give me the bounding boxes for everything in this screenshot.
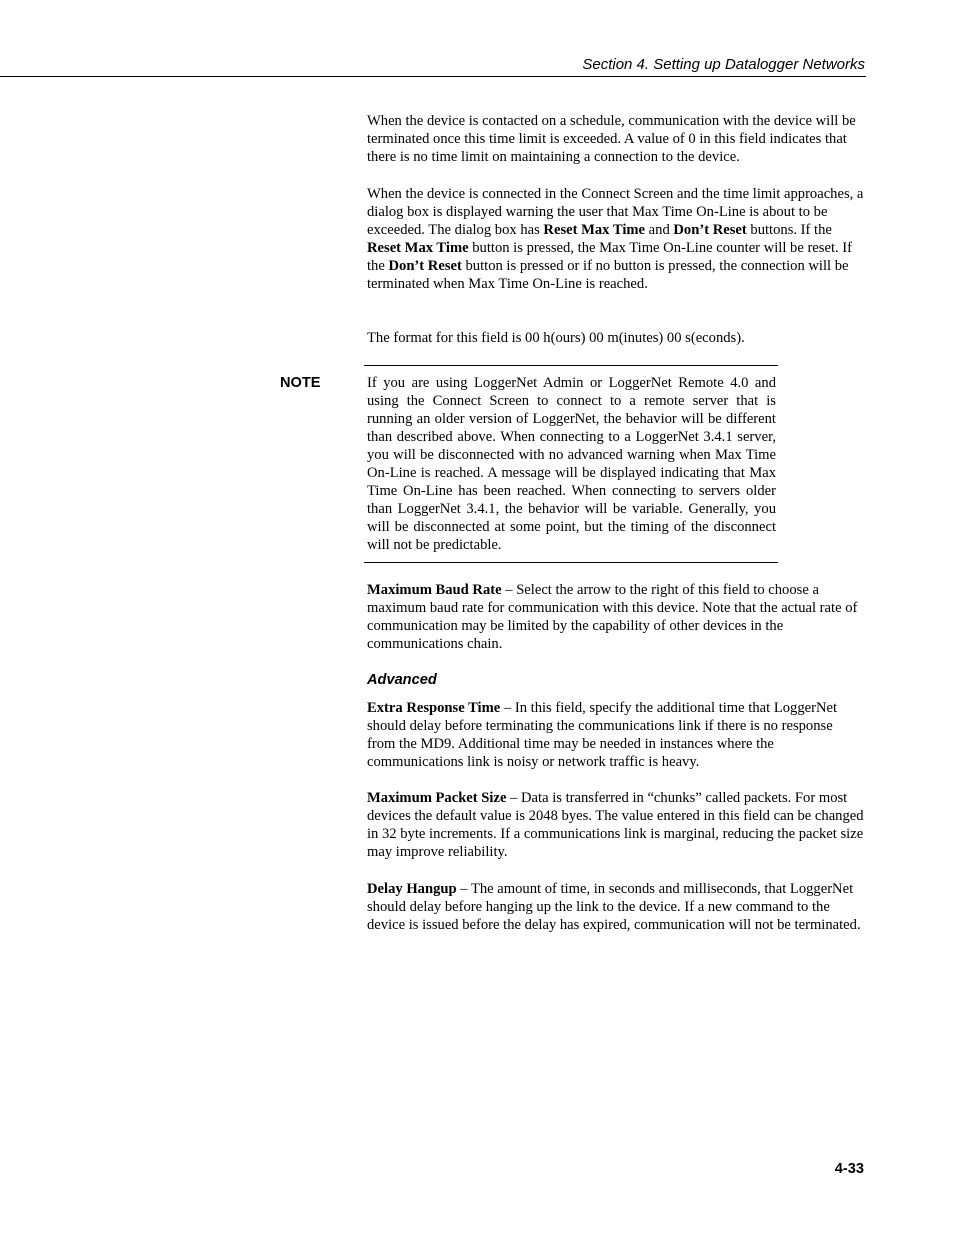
paragraph-text: Maximum Packet Size – Data is transferred in “chunks” called packets. For most devices the default value is 2048 byes. The value entered in this field can be changed in 32 byte increments. If a communications link is marginal, reducing the packet size may improve reliability.: [367, 790, 864, 860]
paragraph-text: Maximum Baud Rate – Select the arrow to the right of this field to choose a maximum baud rate for communication with this device. Note that the actual rate of communication may be limited by the capability of other devices in the communications chain.: [367, 582, 858, 652]
paragraph-text: The format for this field is 00 h(ours) 00 m(inutes) 00 s(econds).: [367, 330, 745, 346]
paragraph-text: When the device is contacted on a schedule, communication with the device will be terminated once this time limit is exceeded. A value of 0 in this field indicates that there is no time limit on maintaining a connection to the device.: [367, 113, 856, 165]
section-header: Section 4. Setting up Datalogger Networks: [582, 56, 865, 73]
term-max-baud-rate: Maximum Baud Rate: [367, 582, 502, 598]
note-label: NOTE: [280, 375, 321, 391]
reset-max-time-term: Reset Max Time: [543, 222, 646, 238]
header-rule: [0, 76, 866, 77]
paragraph-format: [367, 329, 864, 347]
page-number: 4-33: [834, 1161, 864, 1177]
term-max-packet-size: Maximum Packet Size: [367, 790, 507, 806]
paragraph-text: When the device is connected in the Connect Screen and the time limit approaches, a dialog box is displayed warning the user that Max Time On-Line is about to be exceeded. The dialog box has Reset Max Time and Don’t Reset buttons. If the Reset Max Time button is pressed, the Max Time On-Line counter will be reset. If the Don’t Reset button is pressed or if no button is pressed, the connection will be terminated when Max Time On-Line is reached.: [367, 186, 864, 292]
dont-reset-term: Don’t Reset: [673, 222, 747, 238]
reset-max-time-term: Reset Max Time: [367, 240, 469, 256]
paragraph-connect-screen-warning: [367, 185, 864, 293]
term-extra-response-time: Extra Response Time: [367, 700, 501, 716]
paragraph-max-packet-size: [367, 789, 864, 861]
paragraph-delay-hangup: [367, 880, 864, 934]
paragraph-text: Delay Hangup – The amount of time, in seconds and milliseconds, that LoggerNet should delay before hanging up the link to the device. If a new command to the device is issued before the delay has expired, communication will not be terminated.: [367, 881, 861, 933]
note-bottom-rule: [364, 562, 778, 563]
paragraph-max-baud-rate: [367, 581, 864, 653]
paragraph-extra-response-time: [367, 699, 864, 771]
dont-reset-term: Don’t Reset: [388, 258, 462, 274]
advanced-heading: Advanced: [367, 672, 437, 688]
note-text: If you are using LoggerNet Admin or LoggerNet Remote 4.0 and using the Connect Screen to connect to a remote server that is running an older version of LoggerNet, the behavior will be different than described above. When connecting to a LoggerNet 3.4.1 server, you will be disconnected with no advanced warning when Max Time On-Line is reached. A message will be displayed indicating that Max Time On-Line has been reached. When connecting to servers older than LoggerNet 3.4.1, the behavior will be variable. Generally, you will be disconnected at some point, but the timing of the disconnect will not be predictable.: [367, 375, 776, 553]
paragraph-schedule-timeout: [367, 112, 864, 166]
note-top-rule: [364, 365, 778, 366]
term-delay-hangup: Delay Hangup: [367, 881, 457, 897]
paragraph-text: Extra Response Time – In this field, specify the additional time that LoggerNet should delay before terminating the communications link if there is no response from the MD9. Additional time may be needed in instances where the communications link is noisy or network traffic is heavy.: [367, 700, 838, 770]
